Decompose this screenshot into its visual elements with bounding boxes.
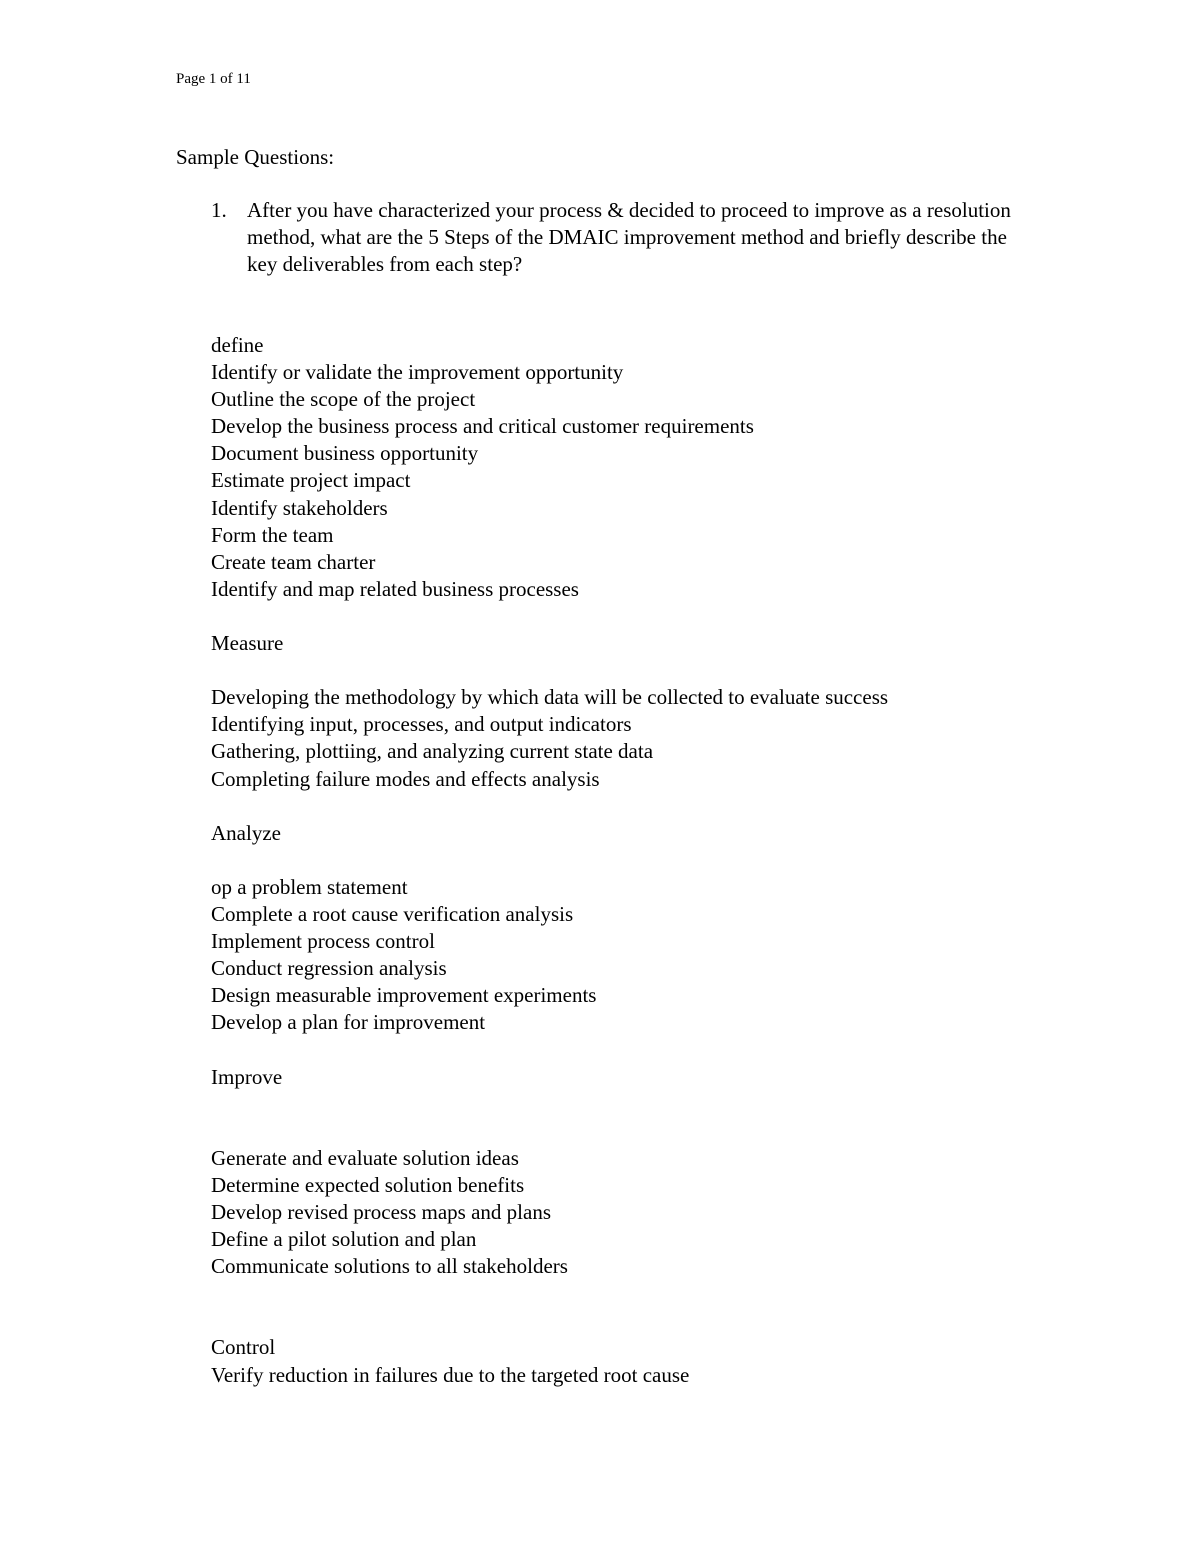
list-item: Design measurable improvement experiments [211, 983, 597, 1008]
question-1 [211, 197, 1041, 278]
spacer [211, 603, 1111, 630]
list-item: Completing failure modes and effects analysis [211, 766, 600, 791]
list-item: Gathering, plottiing, and analyzing current state data [211, 739, 654, 764]
step-title-improve: Improve [211, 1064, 283, 1089]
step-define [211, 332, 1111, 603]
page-heading: Sample Questions: [176, 145, 335, 169]
list-item: Identifying input, processes, and output indicators [211, 712, 632, 737]
list-item: Form the team [211, 522, 334, 547]
list-item: Define a pilot solution and plan [211, 1227, 477, 1252]
spacer [211, 1091, 1111, 1145]
list-item: Develop the business process and critical customer requirements [211, 414, 754, 439]
spacer [211, 1280, 1111, 1334]
list-item: Identify and map related business processes [211, 576, 579, 601]
step-items-analyze [211, 874, 1111, 1037]
step-title-analyze: Analyze [211, 820, 281, 845]
list-item: Generate and evaluate solution ideas [211, 1145, 519, 1170]
page-number: Page 1 of 11 [176, 71, 251, 87]
question-text: After you have characterized your process & decided to proceed to improve as a resolution method, what are the 5 Steps of the DMAIC improvement method and briefly describe the key deliverables from each step? [247, 198, 1011, 276]
list-item: Implement process control [211, 929, 435, 954]
list-item: Verify reduction in failures due to the targeted root cause [211, 1362, 690, 1387]
list-item: Conduct regression analysis [211, 956, 447, 981]
list-item: Developing the methodology by which data will be collected to evaluate success [211, 685, 889, 710]
list-item: Develop a plan for improvement [211, 1010, 486, 1035]
list-item: Identify or validate the improvement opportunity [211, 360, 624, 385]
spacer [211, 1036, 1111, 1063]
step-measure [211, 630, 1111, 793]
list-item: Determine expected solution benefits [211, 1172, 525, 1197]
step-analyze [211, 820, 1111, 1037]
step-title-control: Control [211, 1335, 276, 1360]
answer-section [211, 332, 1111, 1389]
list-item: Complete a root cause verification analysis [211, 901, 574, 926]
step-items-control [211, 1362, 1111, 1389]
list-item: Communicate solutions to all stakeholders [211, 1254, 568, 1279]
step-title-define: define [211, 333, 264, 357]
step-items-define [211, 359, 1111, 603]
step-control [211, 1334, 1111, 1388]
question-number: 1. [211, 198, 227, 222]
list-item: Outline the scope of the project [211, 387, 476, 412]
spacer [211, 793, 1111, 820]
step-improve [211, 1064, 1111, 1281]
step-items-improve [211, 1145, 1111, 1280]
list-item: op a problem statement [211, 874, 408, 899]
list-item: Estimate project impact [211, 468, 411, 493]
spacer [211, 847, 1111, 874]
list-item: Identify stakeholders [211, 495, 388, 520]
step-title-measure: Measure [211, 631, 284, 656]
list-item: Create team charter [211, 549, 376, 574]
spacer [211, 657, 1111, 684]
step-items-measure [211, 684, 1111, 792]
list-item: Document business opportunity [211, 441, 479, 466]
list-item: Develop revised process maps and plans [211, 1200, 551, 1224]
